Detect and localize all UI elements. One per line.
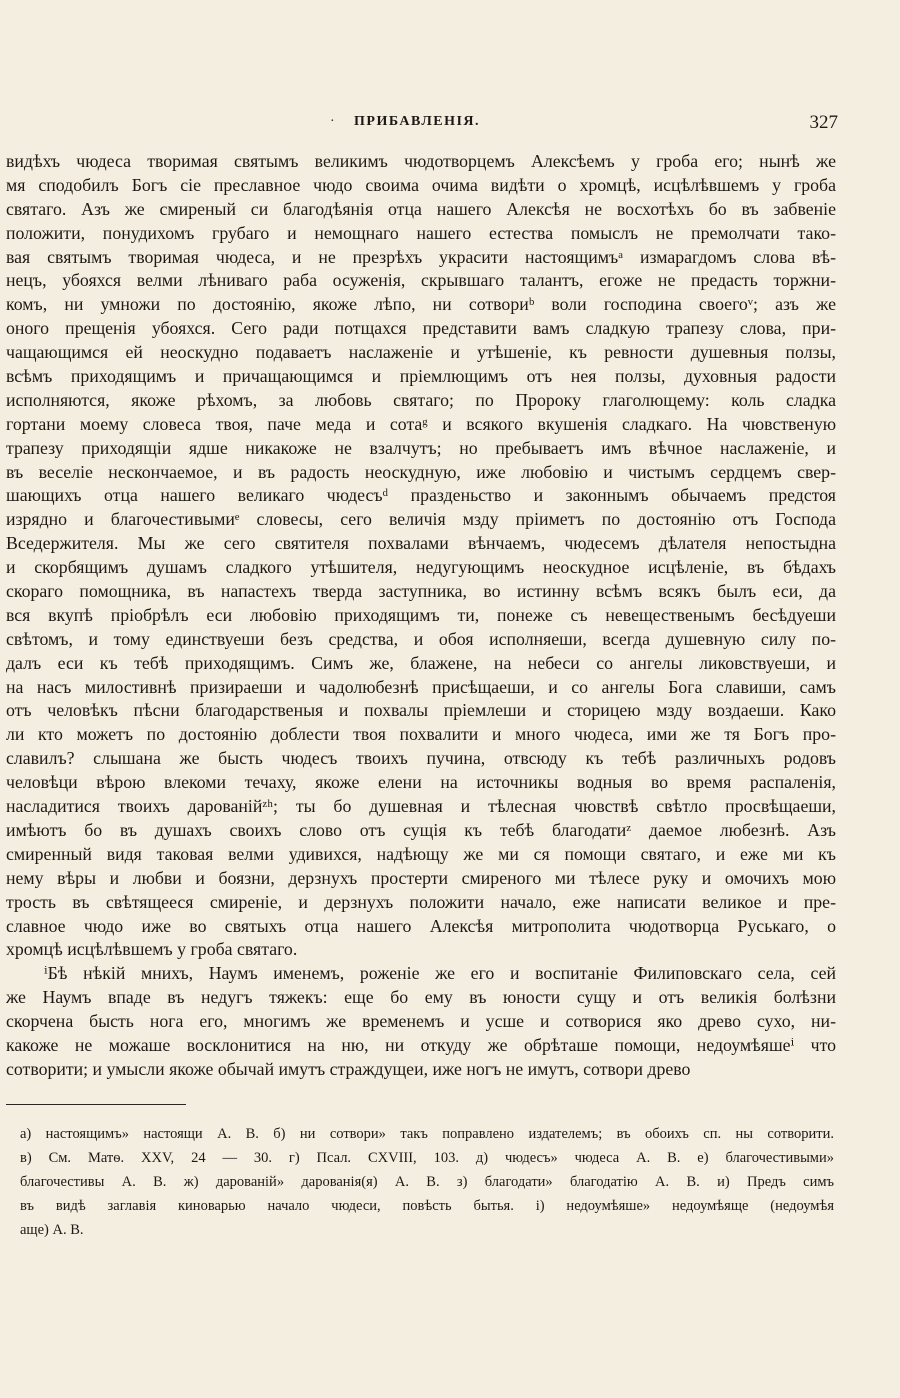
text-line: славилъ? слышана же бысть чюдесъ твоихъ пучина, отвсюду къ тебѣ различныхъ родовъ [6, 748, 836, 769]
text-line: исполняются, якоже рѣхомъ, за любовь святаго; по Пророку глаголющему: коль сладка [6, 389, 836, 410]
running-title: ПРИБАВЛЕНІЯ. [354, 114, 481, 129]
text-line: имѣютъ бо въ душахъ своихъ слово отъ сущія къ тебѣ благодатиᶻ даемое любезнѣ. Азъ [6, 819, 836, 840]
text-line: смиренный видя таковая велми удивихся, надѣющу же ми ся помощи святаго, и еже ми къ [6, 843, 836, 864]
text-line: свѣтомъ, и тому единствуеши безъ средства, и обоя исполняеши, всегда душевную силу по- [6, 628, 836, 649]
text-line: святаго. Азъ же смиреный си благодѣянія отца нашего Алексѣя не восхотѣхъ бо въ забвеніе [6, 198, 836, 219]
text-line: видѣхъ чюдеса творимая святымъ великимъ чюдотворцемъ Алексѣемъ у гроба его; нынѣ же [6, 151, 836, 171]
text-line: гортани моему словеса твоя, паче меда и сотаᵍ и всякого вкушенія сладкаго. На чювственую [6, 413, 836, 434]
text-line: чащающимся ей неоскудно подаваетъ наслаженіе и утѣшеніе, къ ревности душевныя ползы, [6, 342, 836, 363]
text-line: и скорбящимъ душамъ сладкого утѣшителя, недугующимъ неоскудное исцѣленіе, въ бѣдахъ [6, 557, 836, 578]
text-line: положити, понудихомъ грубаго и немощнаго нашего естества помыслъ не премолчати тако- [6, 222, 836, 243]
text-line: трапезу приходящіи ядше никакоже не взалчутъ; но пребываетъ имъ вѣчное наслаженіе, и [6, 437, 836, 458]
text-line: шающихъ отца нашего великаго чюдесъᵈ празденьство и законнымъ обычаемъ предстоя [6, 485, 836, 506]
text-line: вая святымъ творимая чюдеса, и не презрѣхъ украсити настоящимъᵃ измарагдомъ слова вѣ- [6, 246, 836, 267]
text-line: насладитися твоихъ дарованійᶻʰ; ты бо душевная и тѣлесная чювствѣ свѣтло просвѣщаеши, [6, 796, 836, 817]
text-line: трость въ свѣтящееся смиреніе, и дерзнухъ положити начало, еже написати великое и пре- [6, 891, 836, 912]
footnote-line: въ видѣ заглавія киноварью начало чюдеси, повѣсть бытья. і) недоумѣяше» недоумѣяще (недоумѣя [20, 1198, 834, 1214]
page-header [0, 112, 900, 140]
text-line: оного прещенія убояхся. Сего ради потщахся представити вамъ сладкую трапезу слова, при- [6, 318, 836, 339]
text-line: сотворити; и умысли якоже обычай имутъ страждущеи, иже ногъ не имутъ, сотвори древо [6, 1058, 691, 1079]
text-line: далъ еси къ тебѣ приходящимъ. Симъ же, блажене, на небеси со ангелы ликовствуеши, и [6, 652, 836, 673]
text-line: вся вкупѣ пріобрѣлъ еси любовію приходящимъ ти, понеже съ невещественымъ бесѣдуеши [6, 604, 836, 625]
text-line: нецъ, убояхся велми лѣниваго раба осуженія, скрывшаго талантъ, егоже не предасть торжни- [6, 270, 836, 291]
text-line: на насъ милостивнѣ призираеши и чадолюбезнѣ присѣщаеши, и со ангелы Бога славиши, самъ [6, 676, 836, 697]
main-text [6, 150, 836, 1082]
text-line: же Наумъ впаде въ недугъ тяжекъ: еще бо ему въ юности сущу и отъ великія болѣзни [6, 987, 836, 1008]
footnote-divider [6, 1104, 186, 1105]
text-line: какоже не можаше восклонитися на ню, ни откуду же обрѣташе помощи, недоумѣяшеⁱ что [6, 1034, 836, 1055]
text-line: всѣмъ приходящимъ и причащающимся и пріемлющимъ отъ нея ползы, духовныя радости [6, 366, 836, 387]
footnote-line: в) См. Матѳ. XXV, 24 — 30. г) Псал. CXVIII, 103. д) чюдесъ» чюдеса А. В. е) благочестивыми» [20, 1150, 834, 1166]
text-line: славное чюдо иже во святыхъ отца нашего Алексѣя митрополита чюдотворца Руськаго, о [6, 915, 836, 936]
text-line: ли кто можетъ по достоянію доблести твоя похвалити и много чюдеса, ими же тя Богъ про- [6, 724, 836, 745]
page-number: 327 [809, 112, 838, 133]
footnotes [20, 1122, 834, 1242]
text-line: Вседержителя. Мы же сего святителя похвалами вѣнчаемъ, чюдесемъ дѣлателя непостыдна [6, 533, 836, 554]
footnote-line: аще) А. В. [20, 1222, 84, 1238]
text-line: нему вѣры и любви и боязни, дерзнухъ простерти смиреного ми тѣлесе руку и омочихъ мою [6, 867, 836, 888]
footnote-line: а) настоящимъ» настоящи А. В. б) ни сотвори» такъ поправлено издателемъ; въ обоихъ сп. ны сотворити. [20, 1126, 834, 1142]
text-line: отъ человѣкъ пѣсни благодарственыя и похвалы пріемлеши и сторицею мзду воздаеши. Како [6, 700, 836, 721]
text-line: ⁱБѣ нѣкій мнихъ, Наумъ именемъ, роженіе же его и воспитаніе Филиповскаго села, сей [44, 963, 836, 984]
text-line: скорчена бысть нога его, многимъ же временемъ и усше и сотворися яко древо сухо, ни- [6, 1011, 836, 1032]
header-dot: · [330, 114, 335, 129]
text-line: мя сподобилъ Богъ сіе преславное чюдо своима очима видѣти о хромцѣ, исцѣлѣвшемъ у гроба [6, 174, 836, 195]
text-line: комъ, ни умножи по достоянію, якоже лѣпо, ни сотвориᵇ воли господина своегоᵛ; азъ же [6, 294, 836, 315]
text-line: человѣци вѣрою влекоми течаху, якоже елени на источникы водныя во время распаленія, [6, 772, 836, 793]
text-line: изрядно и благочестивымиᵉ словесы, сего величія мзду пріиметъ по достоянію отъ Господа [6, 509, 836, 530]
text-line: въ веселіе нескончаемое, и въ радость неоскудную, иже любовію и чистымъ сердцемъ свер- [6, 461, 836, 482]
text-line: хромцѣ исцѣлѣвшемъ у гроба святаго. [6, 939, 298, 960]
text-line: скораго помощника, въ напастехъ тверда заступника, во истинну всѣмъ всякъ былъ еси, да [6, 581, 836, 602]
footnote-line: благочестивы А. В. ж) дарованій» дарованія(я) А. В. з) благодати» благодатію А. В. и) Предъ симъ [20, 1174, 834, 1190]
